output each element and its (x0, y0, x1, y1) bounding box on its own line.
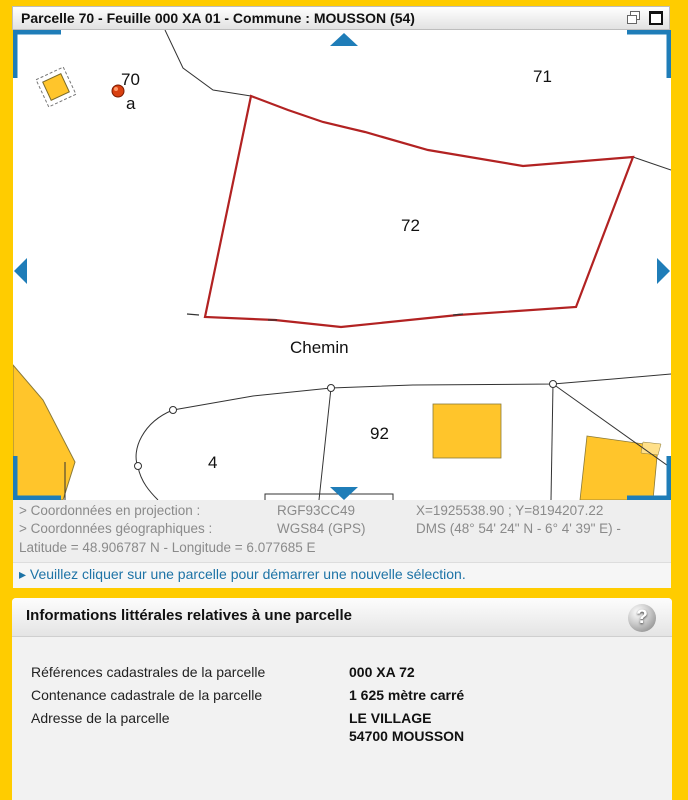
parcel-sublabel-a: a (126, 94, 136, 113)
pan-west-arrow (14, 258, 27, 284)
projection-system: RGF93CC49 (277, 503, 356, 518)
row-value-contenance: 1 625 mètre carré (349, 687, 465, 703)
parcel-70-small-building (43, 74, 70, 101)
corner-top-right (627, 32, 669, 78)
boundary-92-north (173, 374, 671, 410)
boundary-71-east (633, 157, 671, 170)
window-title: Parcelle 70 - Feuille 000 XA 01 - Commune : MOUSSON (54) (21, 10, 415, 26)
projection-label: > Coordonnées en projection : (19, 503, 201, 518)
parcel-label-70: 70 (121, 70, 140, 89)
row-value-adresse-line2: 54700 MOUSSON (349, 728, 465, 744)
selected-parcel-72-outline (205, 96, 633, 327)
corner-top-left (15, 32, 61, 78)
boundary-node (135, 463, 142, 470)
boundary-4-92 (319, 388, 331, 500)
boundary-92-east (551, 384, 553, 500)
parcel-info-title: Informations littérales relatives à une parcelle (26, 607, 352, 624)
projection-value: X=1925538.90 ; Y=8194207.22 (416, 503, 604, 518)
row-value-adresse-line1: LE VILLAGE (349, 710, 432, 726)
parcel-info-panel (12, 598, 672, 800)
row-value-references: 000 XA 72 (349, 664, 415, 680)
boundary-70-71 (165, 30, 251, 96)
restore-window-icon[interactable] (627, 11, 641, 25)
geo-system: WGS84 (GPS) (277, 521, 366, 536)
row-label-references: Références cadastrales de la parcelle (31, 664, 266, 680)
row-label-adresse: Adresse de la parcelle (31, 710, 170, 726)
boundary-node (328, 385, 335, 392)
coordinates-panel (13, 500, 671, 562)
row-label-contenance: Contenance cadastrale de la parcelle (31, 687, 263, 703)
boundary-node (550, 381, 557, 388)
geo-label: > Coordonnées géographiques : (19, 521, 213, 536)
parcel-label-4: 4 (208, 453, 218, 472)
boundary-4-curve (136, 410, 173, 500)
help-icon[interactable]: ? (628, 604, 656, 632)
geo-decimal: Latitude = 48.906787 N - Longitude = 6.077685 E (19, 540, 316, 555)
maximize-window-icon[interactable] (649, 11, 663, 25)
building-92 (433, 404, 501, 458)
geo-dms: DMS (48° 54' 24" N - 6° 4' 39" E) - (416, 521, 621, 536)
map-drawing (13, 30, 671, 500)
parcel-label-71: 71 (533, 67, 552, 86)
parcel-info-header (12, 598, 672, 637)
selection-hint: ▸ Veuillez cliquer sur une parcelle pour démarrer une nouvelle sélection. (13, 562, 671, 588)
boundary-node (170, 407, 177, 414)
window-titlebar (12, 6, 670, 30)
cadastral-map[interactable] (13, 30, 671, 500)
pan-east-arrow (657, 258, 670, 284)
parcel-label-72: 72 (401, 216, 420, 235)
building-left (13, 365, 75, 500)
road-label: Chemin (290, 338, 349, 357)
pan-north-arrow (330, 33, 358, 46)
parcel-label-92: 92 (370, 424, 389, 443)
